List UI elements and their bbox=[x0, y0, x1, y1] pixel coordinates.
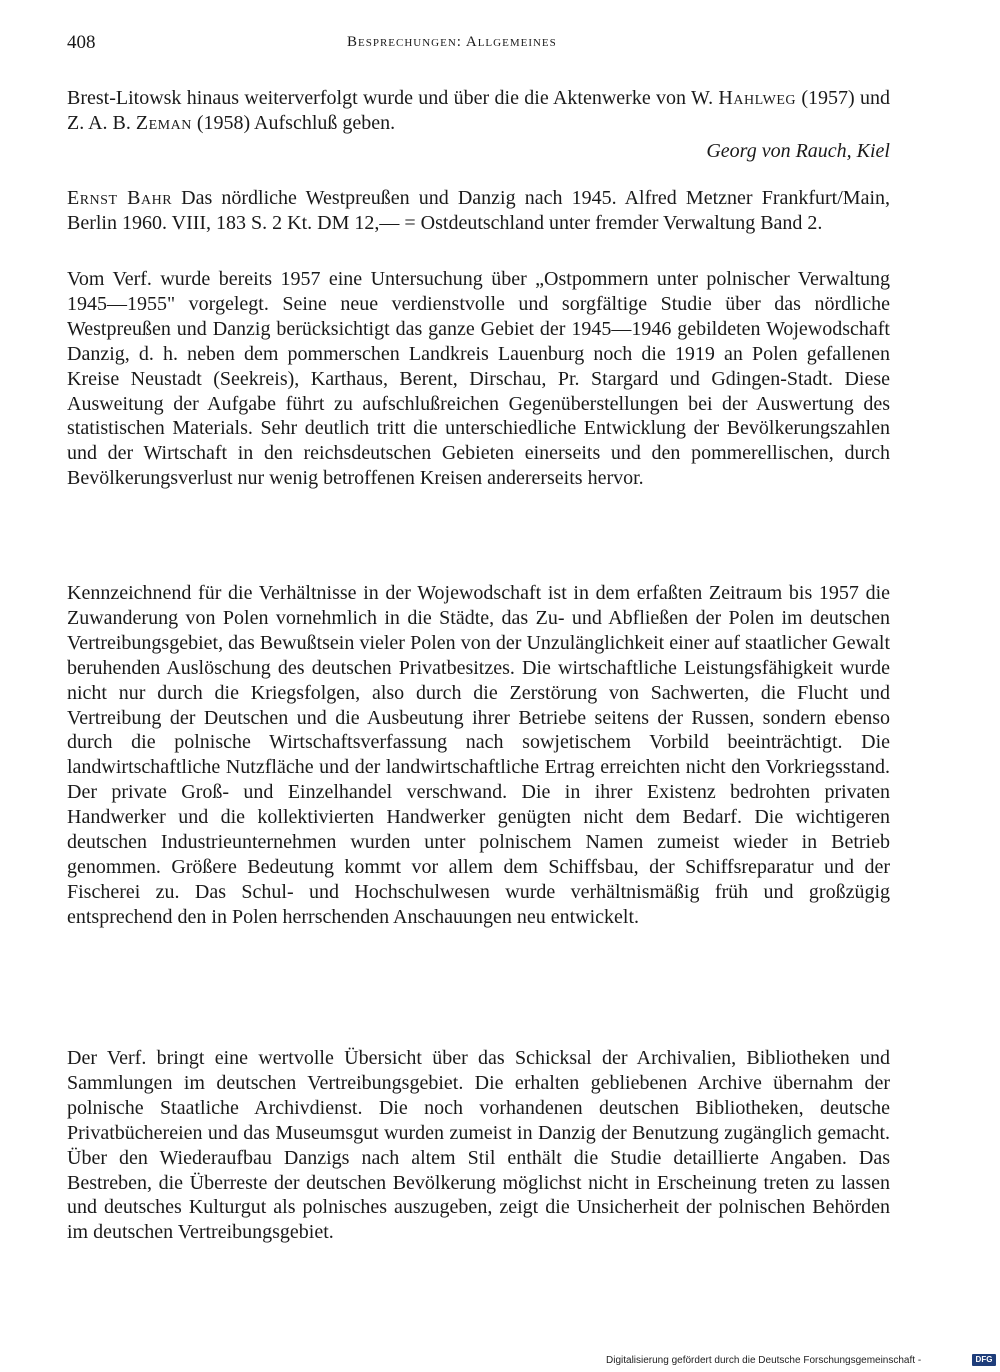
reviewer-signature: Georg von Rauch, Kiel bbox=[706, 140, 890, 162]
book-citation bbox=[67, 186, 890, 236]
footer-credit: Digitalisierung gefördert durch die Deutsche Forschungsgemeinschaft - bbox=[606, 1355, 922, 1366]
book-details: Das nördliche Westpreußen und Danzig nach 1945. Alfred Metzner Frankfurt/Main, Berlin 1960. VIII, 183 S. 2 Kt. DM 12,— = Ostdeutschland unter fremder Verwaltung Band 2. bbox=[67, 187, 890, 234]
review-paragraph-3: Der Verf. bringt eine wertvolle Übersicht über das Schicksal der Archivalien, Bibliotheken und Sammlungen im deutschen Vertreibungsgebiet. Die erhalten gebliebenen Archive übernahm der polnische Staatliche Archivdienst. Die noch vorhandenen deutschen Bibliotheken, deutsche Privatbüchereien und das Museumsgut wurden zumeist in Danzig der Benutzung zugänglich gemacht. Über den Wiederaufbau Danzigs nach altem Stil enthält die Studie detaillierte Angaben. Das Bestreben, die Überreste der deutschen Bevölkerung möglichst nicht in Erscheinung treten zu lassen und deutsches Kulturgut als polnisches auszugeben, zeigt die Unsicherheit der polnischen Behörden im deutschen Vertreibungsgebiet. bbox=[67, 1047, 890, 1244]
running-head: Besprechungen: Allgemeines bbox=[347, 34, 557, 50]
digitization-footer bbox=[606, 1353, 1000, 1369]
dfg-logo-icon: DFG bbox=[972, 1354, 996, 1366]
carryover-paragraph: Brest-Litowsk hinaus weiterverfolgt wurde und über die die Aktenwerke von W. Hahlweg (1957) und Z. A. B. Zeman (1958) Aufschluß geben. bbox=[67, 87, 890, 134]
book-author: Ernst Bahr bbox=[67, 187, 173, 209]
page-header bbox=[67, 32, 890, 56]
review-paragraph-1: Vom Verf. wurde bereits 1957 eine Untersuchung über „Ostpommern unter polnischer Verwaltung 1945—1955" vorgelegt. Seine neue verdienstvolle und sorgfältige Studie über das nördliche Westpreußen und Danzig berücksichtigt das ganze Gebiet der 1945—1946 gebildeten Wojewodschaft Danzig, d. h. neben dem pommerschen Landkreis Lauenburg noch die 1919 an Polen gefallenen Kreise Neustadt (Seekreis), Karthaus, Berent, Dirschau, Pr. Stargard und Gdingen-Stadt. Diese Ausweitung der Aufgabe führt zu aufschlußreichen Gegenüberstellungen bei der Auswertung des statistischen Materials. Sehr deutlich tritt die unterschiedliche Entwicklung der Bevölkerungszahlen und der Wirtschaft in den reichsdeutschen Gebieten einerseits und den pommerellischen, durch Bevölkerungsverlust nur wenig betroffenen Kreisen andererseits hervor. bbox=[67, 268, 890, 490]
author-name-hahlweg: Hahlweg bbox=[718, 87, 796, 109]
author-name-zeman: Zeman bbox=[135, 111, 192, 134]
review-paragraph-2: Kennzeichnend für die Verhältnisse in der Wojewodschaft ist in dem erfaßten Zeitraum bis 1957 die Zuwanderung von Polen vornehmlich in die Städte, das Zu- und Abfließen der Polen im deutschen Vertreibungsgebiet, das Bewußtsein vieler Polen von der Unzulänglichkeit einer auf staatlicher Gewalt beruhenden Auslöschung des deutschen Privatbesitzes. Die wirtschaftliche Leistungsfähigkeit wurde nicht nur durch die Kriegsfolgen, also durch die Zerstörung von Sachwerten, die Flucht und Vertreibung der Deutschen und die Ausbeutung ihrer Betriebe seitens der Russen, sondern ebenso durch die polnische Wirtschaftsverfassung nach sowjetischem Vorbild beeinträchtigt. Die landwirtschaftliche Nutzfläche und der landwirtschaftliche Ertrag erreichten nicht den Vorkriegsstand. Der private Groß- und Einzelhandel verschwand. Die in ihrer Existenz bedrohten privaten Handwerker und die kollektivierten Handwerker genügten nicht dem Bedarf. Die wichtigeren deutschen Industrieunternehmen wurden unter polnischem Namen zumeist wieder in Betrieb genommen. Größere Bedeutung kommt vor allem dem Schiffsbau, der Schiffsreparatur und der Fischerei zu. Das Schul- und Hochschulwesen wurde verhältnismäßig früh und großzügig entsprechend den in Polen herrschenden Anschauungen neu entwickelt. bbox=[67, 582, 890, 928]
page-number: 408 bbox=[67, 32, 96, 53]
